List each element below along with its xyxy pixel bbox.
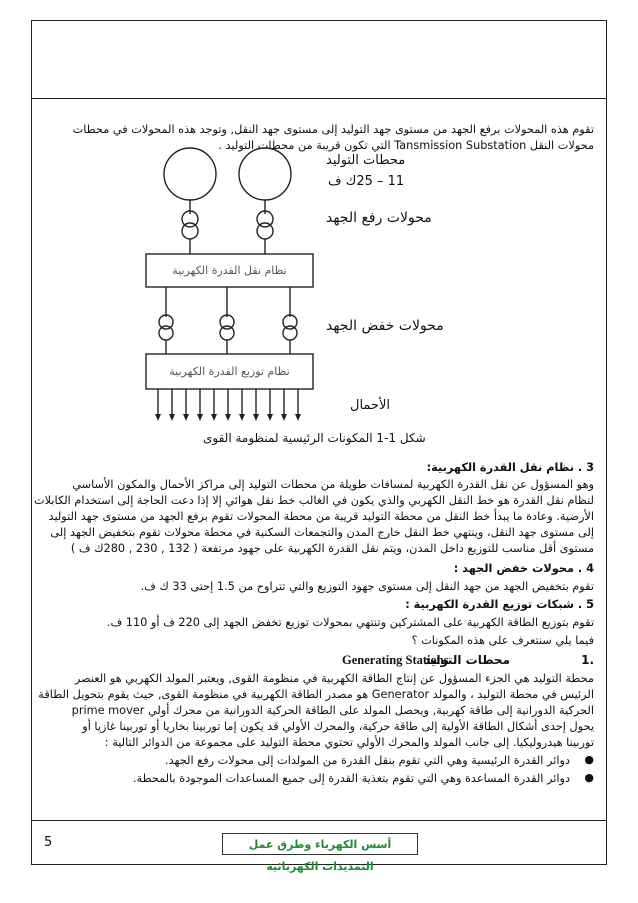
bullet-item-auxiliary-circuits: دوائر القدرة المساعدة وهي التي تقوم بتغذية القدرة إلى جميع المساعدات الموجودة بالمحطة. <box>132 772 570 785</box>
generating-stations-number: .1 <box>581 653 594 667</box>
stepdown-transformer-3-bottom <box>283 326 297 340</box>
intro-line-1: تقوم هذه المحولات برفع الجهد من مستوى جهد التوليد إلى مستوى جهد النقل, وتوجد هذه المحولات في محطات <box>72 123 594 136</box>
gen-stations-line-1: محطة التوليد هي الجزء المسؤول عن إنتاج الطاقة الكهربية في منظومة القوى, ويعتبر المولد الكهربي هو العنصر <box>74 672 594 685</box>
section-5-heading: 5 . شبكات توزيع القدرة الكهربية : <box>405 598 594 611</box>
generator-circle-right <box>239 148 291 200</box>
load-arrows <box>158 389 298 416</box>
intro-line-2: محولات النقل Tansmission Substation التي تكون قريبة من محطات التوليد . <box>218 139 594 152</box>
stepup-transformers-label: محولات رفع الجهد <box>326 210 432 226</box>
power-system-diagram <box>0 0 638 440</box>
generation-voltage-label: 11 – 25ك ف <box>328 174 405 189</box>
loads-label: الأحمال <box>350 398 390 413</box>
section-3-heading: 3 . نظام نقل القدرة الكهربية: <box>426 461 594 474</box>
footer-title: أسس الكهرباء وطرق عمل التمديدات الكهربائية <box>222 833 418 855</box>
bullet-dot: ● <box>584 753 594 766</box>
stepup-transformer-left-bottom <box>182 223 198 239</box>
distribution-box-label: نظام توزيع القدرة الكهربية <box>169 365 290 378</box>
stepdown-transformers-label: محولات خفض الجهد <box>326 318 444 334</box>
transmission-box-label: نظام نقل القدرة الكهربية <box>172 264 287 277</box>
load-arrowheads <box>155 414 301 421</box>
gen-stations-line-3: الحركية الدورانية إلى طاقة كهربية, ويحصل المولد على الطاقة الحركية الدورانية من محرك أولي prime mover <box>71 704 594 717</box>
gen-stations-line-2: الرئيس في محطة التوليد ، والمولد Generator هو مصدر الطاقة الكهربية في منظومة القوى, حيث يقوم بتحويل الطاقة <box>38 688 594 701</box>
section-3-line-2: لنظام نقل القدرة هو خط النقل الكهربي والذي يكون في الغالب خط نقل هوائي إلا إذا دعت الحاجة إلى استخدام الكابلات <box>34 494 594 507</box>
page-number: 5 <box>44 835 53 850</box>
stepdown-transformer-1-top <box>159 315 173 329</box>
gen-stations-line-4: يحول إحدى أشكال الطاقة الأولية إلى طاقة حركية، والمحرك الأولي قد يكون إما توربينا بخاريا أو توربينا غازيا أو <box>82 720 594 733</box>
generation-stations-label: محطات التوليد <box>326 153 406 168</box>
section-3-line-5: مستوى أقل مناسب للتوزيع داخل المدن، ويتم نقل القدرة الكهربية على جهود مرتفعة ( 132 , 230 , 280ك ف ) <box>70 542 594 555</box>
stepdown-transformer-2-bottom <box>220 326 234 340</box>
section-5-text: تقوم بتوزيع الطاقة الكهربية على المشتركين وتنتهي بمحولات توزيع تخفض الجهد إلى 220 ف أو 110 ف. <box>106 616 594 629</box>
bullet-dot: ● <box>584 771 594 784</box>
stepdown-transformer-1-bottom <box>159 326 173 340</box>
generating-stations-heading-en: Generating Stations <box>342 653 449 667</box>
section-4-text: تقوم بتخفيض الجهد من جهد النقل إلى مستوى جهود التوزيع والتي تتراوح من 1.5 إحتى 33 ك ف. <box>140 580 594 593</box>
footer-rule <box>31 820 607 821</box>
section-4-heading: 4 . محولات خفض الجهد : <box>453 562 594 575</box>
section-3-line-3: الأرضية. وعادة ما يبدأ خط النقل من محطة التوليد قريبة من محطة المحولات تقوم برفع الجهد من مستوى جهد التوليد <box>48 510 594 523</box>
figure-caption: شكل 1-1 المكونات الرئيسية لمنظومة القوى <box>203 431 426 445</box>
section-3-line-4: إلى مستوى جهد النقل، وينتهي خط النقل خارج المدن والتجمعات السكنية في محطة محولات تقوم بتخفيض الجهد إلى <box>50 526 594 539</box>
transition-text: فيما يلي سنتعرف على هذه المكونات ؟ <box>411 634 594 647</box>
bullet-item-main-circuits: دوائر القدرة الرئيسية وهي التي تقوم بنقل القدرة من المولدات إلى محولات رفع الجهد. <box>164 754 570 767</box>
stepup-transformer-right-bottom <box>257 223 273 239</box>
generating-stations-heading-ar: محطات التوليد <box>424 653 510 667</box>
generator-circle-left <box>164 148 216 200</box>
gen-stations-line-5: توربينا هيدروليكيا. إلى جانب المولد والمحرك الأولي تحتوي محطة التوليد على مجموعة من الدوائر التالية : <box>104 736 594 749</box>
stepdown-transformer-2-top <box>220 315 234 329</box>
stepdown-transformer-3-top <box>283 315 297 329</box>
section-3-line-1: وهو المسؤول عن نقل القدرة الكهربية لمسافات طويلة من محطات التوليد إلى مراكز الأحمال والمكون الأساسي <box>72 478 594 491</box>
